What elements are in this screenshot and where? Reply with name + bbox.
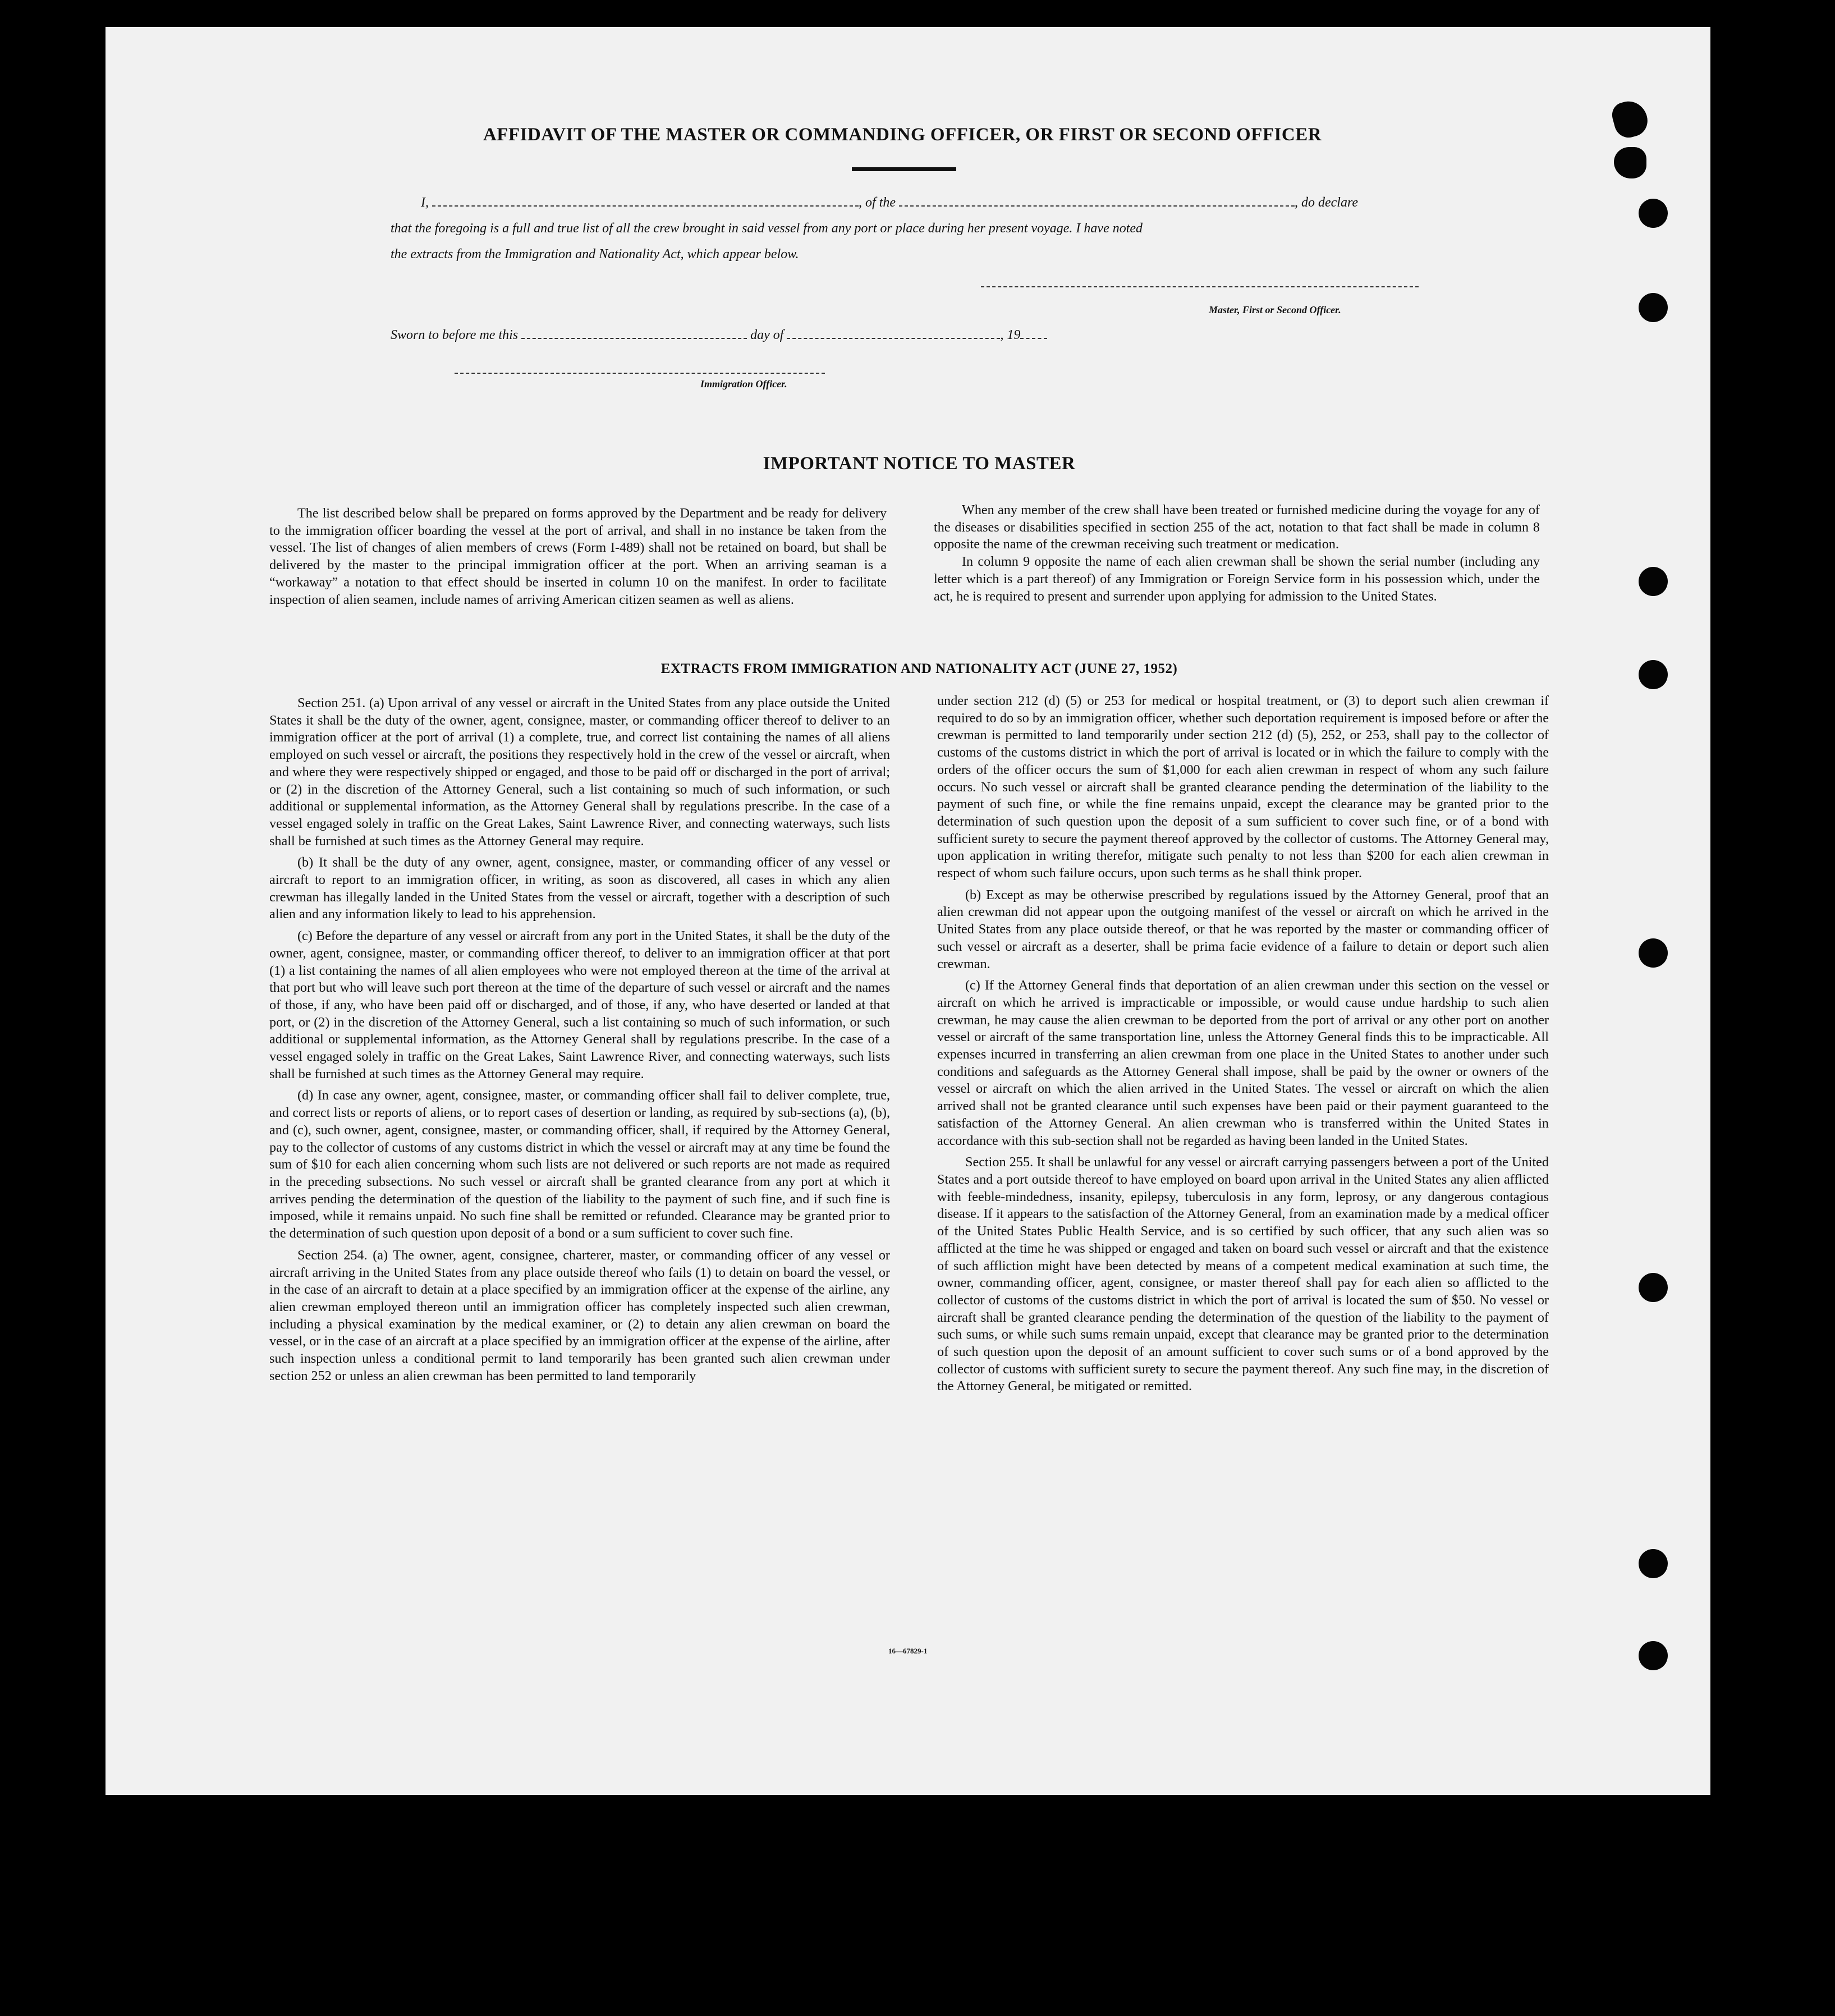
extract-section-251d: (d) In case any owner, agent, consignee, master, or commanding officer shall fail to deliver complete, true, and correct lists or reports of aliens, or to report cases of desertion or landing, as required by sub-sections (a), (b), and (c), such owner, agent, consignee, master, or commanding officer, shall, if required by the Attorney General, pay to the collector of customs of any customs district in which the vessel or aircraft may at any time be found the sum of $10 for each alien concerning whom such lists are not delivered or such reports are not made as required in the preceding subsections. No such vessel or aircraft shall be granted clearance from any port at which it arrives pending the determination of the question of the liability to the payment of such fine, and if such fine is imposed, while it remains unpaid. No such fine shall be remitted or refunded. Clearance may be granted prior to the determination of such question upon deposit of a bond or a sum sufficient to cover such fine. — [269, 1088, 890, 1241]
extracts-left-column — [269, 695, 890, 1389]
sworn-month-field[interactable] — [787, 328, 1000, 339]
sworn-year: , 19 — [1000, 328, 1021, 342]
punch-hole — [1639, 199, 1668, 228]
notice-right-column — [934, 502, 1540, 610]
sworn-day-of: day of — [750, 328, 784, 342]
document-page — [105, 27, 1710, 1795]
extract-section-251b: (b) It shall be the duty of any owner, agent, consignee, master, or commanding officer of any vessel or aircraft to report to an immigration officer, in writing, as soon as discovered, all cases in which any alien crewman has illegally landed in the United States from the vessel or aircraft, together with a description of such alien and any information likely to lead to his apprehension. — [269, 855, 890, 922]
notice-right-paragraph-2: In column 9 opposite the name of each alien crewman shall be shown the serial number (including any letter which is a part thereof) of any Immigration or Foreign Service form in his possession which, under the act, he is required to present and surrender upon applying for admission to the United States. — [934, 554, 1540, 604]
title-rule — [852, 167, 956, 171]
affidavit-of-the: , of the — [859, 195, 896, 210]
notice-left-paragraph: The list described below shall be prepared on forms approved by the Department and be ready for delivery to the immigration officer boarding the vessel at the port of arrival, and shall in no instance be taken from the vessel. The list of changes of alien members of crews (Form I-489) shall not be retained on board, but shall be delivered by the master to the principal immigration officer at the port. When an arriving seaman is a “workaway” a notation to that effect should be inserted in column 10 on the manifest. In order to facilitate inspection of alien seamen, include names of arriving American citizen seamen as well as aliens. — [269, 506, 887, 607]
extract-section-254b: (b) Except as may be otherwise prescribed by regulations issued by the Attorney General, proof that an alien crewman did not appear upon the outgoing manifest of the vessel or aircraft on which he arrived in the United States from any place outside thereof, or that he was reported by the master or commanding officer of such vessel or aircraft as a deserter, shall be prima facie evidence of a failure to detain or deport such alien crewman. — [937, 887, 1549, 972]
notice-left-column — [269, 505, 887, 613]
affidavit-title: AFFIDAVIT OF THE MASTER OR COMMANDING OFFICER, OR FIRST OR SECOND OFFICER — [483, 125, 1322, 145]
affidavit-declare: , do declare — [1295, 195, 1359, 210]
extract-section-254a: Section 254. (a) The owner, agent, consignee, charterer, master, or commanding officer of any vessel or aircraft arriving in the United States from any place outside thereof who fails (1) to detain on board the vessel, or in the case of an aircraft to detain at a place specified by an immigration officer at the expense of the airline, any alien crewman employed thereon until an immigration officer has completely inspected such alien crewman, including a physical examination by the medical examiner, or (2) to detain any alien crewman on board the vessel, or in the case of an aircraft at a place specified by an immigration officer at the expense of the airline, after such inspection unless a conditional permit to land temporarily has been granted such alien crewman under section 252 or unless an alien crewman has been permitted to land temporarily — [269, 1247, 890, 1383]
affidavit-line-3: the extracts from the Immigration and Nationality Act, which appear below. — [391, 247, 799, 262]
officer-signature-line[interactable] — [455, 373, 825, 374]
punch-hole — [1639, 1273, 1668, 1302]
officer-signature-label: Immigration Officer. — [700, 378, 787, 390]
sworn-line — [391, 328, 1047, 343]
extract-section-251a: Section 251. (a) Upon arrival of any vessel or aircraft in the United States from any place outside the United States it shall be the duty of the owner, agent, consignee, master, or commanding officer thereof to deliver to an immigration officer at the port of arrival (1) a complete, true, and correct list containing the names of all aliens employed on such vessel or aircraft, the positions they respectively hold in the crew of the vessel or aircraft, when and where they were respectively shipped or engaged, and those to be paid off or discharged in the port of arrival; or (2) in the discretion of the Attorney General, such a list containing so much of such information, or such additional or supplemental information, as the Attorney General shall by regulations prescribe. In the case of a vessel engaged solely in traffic on the Great Lakes, Saint Lawrence River, and connecting waterways, such lists shall be furnished at such times as the Attorney General may require. — [269, 695, 890, 849]
vessel-field[interactable] — [899, 195, 1295, 207]
form-number: 16—67829-1 — [888, 1647, 928, 1655]
affidavit-i: I, — [421, 195, 429, 210]
notice-right-paragraph-1: When any member of the crew shall have been treated or furnished medicine during the voyage for any of the diseases or disabilities specified in section 255 of the act, notation to that fact shall be made in column 8 opposite the name of the crewman receiving such treatment or medication. — [934, 502, 1540, 552]
extract-section-254c: (c) If the Attorney General finds that deportation of an alien crewman under this section on the vessel or aircraft on which he arrived is impracticable or impossible, or would cause undue hardship to such alien crewman, he may cause the alien crewman to be deported from the port of arrival or any other port on another vessel or aircraft of the same transportation line, unless the Attorney General finds this to be impracticable. All expenses incurred in transferring an alien crewman from one place in the United States to another under such conditions and safeguards as the Attorney General shall impose, shall be paid by the owner or owners of the vessel or aircraft on which the alien arrived in the United States. The vessel or aircraft on which the alien arrived shall not be granted clearance until such expenses have been paid or their payment guaranteed to the satisfaction of the Attorney General. An alien crewman who is transferred within the United States in accordance with this sub-section shall not be regarded as having been landed in the United States. — [937, 978, 1549, 1148]
extracts-right-column — [937, 693, 1549, 1400]
sworn-date-field[interactable] — [521, 328, 747, 339]
margin-blot-2 — [1614, 147, 1646, 178]
notice-title: IMPORTANT NOTICE TO MASTER — [763, 453, 1076, 474]
master-signature-line[interactable] — [981, 286, 1419, 287]
sworn-text: Sworn to before me this — [391, 328, 519, 342]
punch-hole — [1639, 1641, 1668, 1670]
master-signature-label: Master, First or Second Officer. — [1209, 304, 1341, 315]
punch-hole — [1639, 1549, 1668, 1578]
name-field[interactable] — [432, 195, 859, 207]
sworn-year-field[interactable] — [1020, 328, 1047, 339]
extract-section-255: Section 255. It shall be unlawful for any vessel or aircraft carrying passengers between a port of the United States and a port outside thereof to have employed on board upon arrival in the United States any alien afflicted with feeble-mindedness, insanity, epilepsy, tuberculosis in any form, leprosy, or any dangerous contagious disease. If it appears to the satisfaction of the Attorney General, from an examination made by a medical officer of the United States Public Health Service, and is so certified by such officer, that any such alien was so afflicted at the time he was shipped or engaged and taken on board such vessel or aircraft and that the existence of such affliction might have been detected by means of a competent medical examination at such time, the owner, commanding officer, agent, consignee, or master thereof shall pay for each alien so afflicted to the collector of customs of the customs district in which the port of arrival is located the sum of $50. No vessel or aircraft shall be granted clearance pending the determination of the question of the liability to the payment of such sums, or while such sums remain unpaid, except that clearance may be granted prior to the determination of such question upon the deposit of an amount sufficient to cover such sums or of a bond approved by the collector of customs with sufficient surety to secure the payment thereof. Any such fine may, in the discretion of the Attorney General, be mitigated or remitted. — [937, 1154, 1549, 1394]
punch-hole — [1639, 567, 1668, 596]
extract-section-251c: (c) Before the departure of any vessel or aircraft from any port in the United States, it shall be the duty of the owner, agent, consignee, master, or commanding officer thereof, to deliver to an immigration officer at that port (1) a list containing the names of all alien employees who were not employed thereon at the time of the arrival at that port but who will leave such port thereon at the time of the departure of such vessel or aircraft and the names of those, if any, who have been paid off or discharged, and of those, if any, who have deserted or landed at that port, or (2) in the discretion of the Attorney General, such a list containing so much of such information, or such additional or supplemental information, as the Attorney General shall by regulations prescribe. In the case of a vessel engaged solely in traffic on the Great Lakes, Saint Lawrence River, and connecting waterways, such lists shall be furnished at such times as the Attorney General may require. — [269, 928, 890, 1082]
punch-hole — [1639, 660, 1668, 689]
punch-hole — [1639, 938, 1668, 968]
affidavit-line-1 — [421, 195, 1358, 210]
extracts-title: EXTRACTS FROM IMMIGRATION AND NATIONALITY ACT (JUNE 27, 1952) — [660, 661, 1178, 676]
extract-section-254a-cont: under section 212 (d) (5) or 253 for medical or hospital treatment, or (3) to deport such alien crewman if required to do so by an immigration officer, whether such deportation requirement is imposed before or after the crewman is permitted to land temporarily under section 212 (d) (5), 252, or 253, shall pay to the collector of customs of the customs district in which the port of arrival is located or in which the failure to comply with the orders of the officer occurs the sum of $1,000 for each alien crewman in respect of whom any such failure occurs. No such vessel or aircraft shall be granted clearance pending the determination of the liability to the payment of such fine, or while the fine remains unpaid, except the clearance may be granted prior to the determination of such question upon the deposit of a sum sufficient to cover such fine, or of a bond with sufficient surety to secure the payment thereof approved by the collector of customs. The Attorney General may, upon application in writing therefor, mitigate such penalty to not less than $200 for each alien crewman in respect of whom such failure occurs, upon such terms as he shall think proper. — [937, 693, 1549, 881]
affidavit-line-2: that the foregoing is a full and true list of all the crew brought in said vessel from any port or place during her present voyage. I have noted — [391, 221, 1143, 236]
punch-hole — [1639, 293, 1668, 322]
